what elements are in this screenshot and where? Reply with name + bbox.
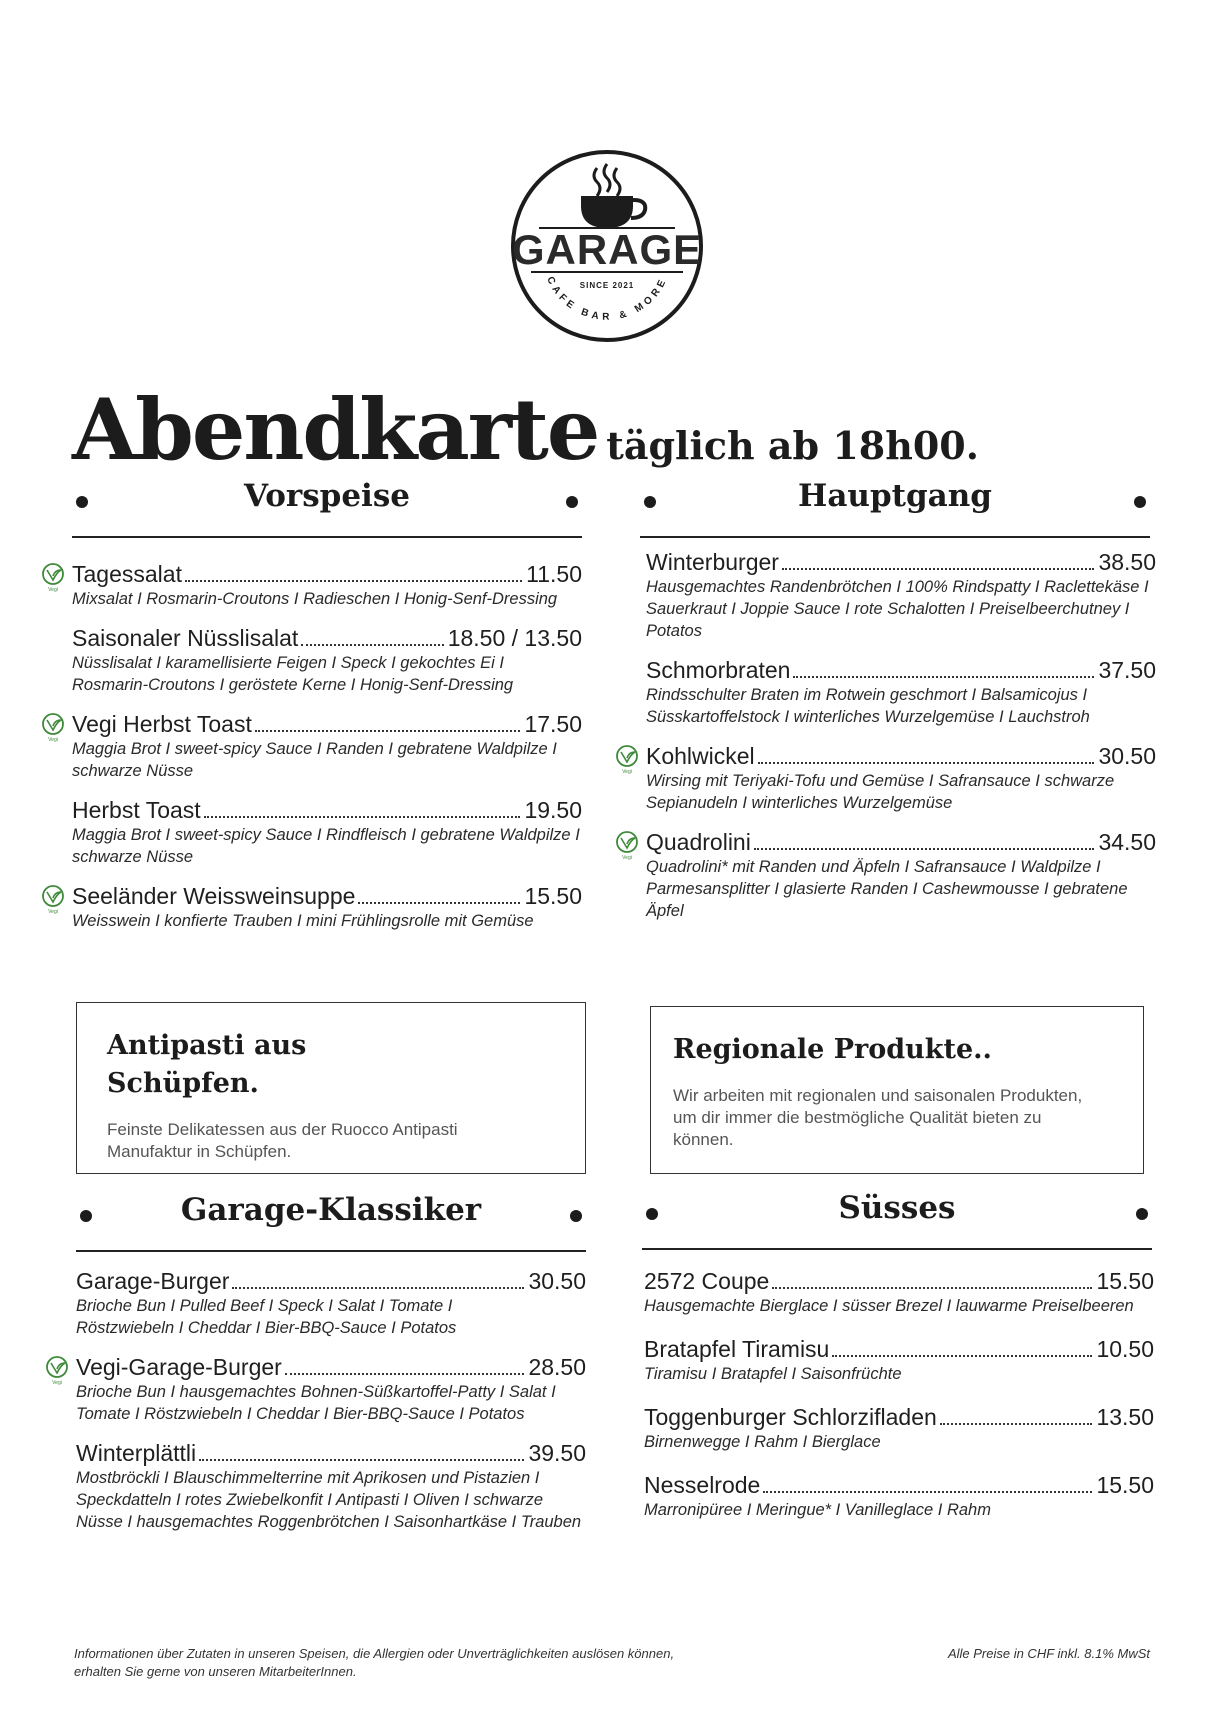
menu-item: [646, 548, 1156, 642]
item-name: Schmorbraten: [646, 657, 791, 683]
info-box-antipasti: [76, 1002, 586, 1174]
menu-item: [644, 1335, 1154, 1385]
item-description: Quadrolini* mit Randen und Äpfeln I Safransauce I Waldpilze I Parmesansplitter I glasierte Randen I Cashewmousse I gebratene Äpfel: [646, 858, 1128, 920]
menu-item: [48, 710, 582, 782]
item-description: Nüsslisalat I karamellisierte Feigen I Speck I gekochtes Ei I Rosmarin-Croutons I geröstete Kerne I Honig-Senf-Dressing: [72, 654, 514, 694]
title-main: Abendkarte: [72, 380, 599, 479]
item-price: 30.50: [1098, 743, 1156, 769]
item-name: Tagessalat: [72, 561, 182, 587]
logo-tagline: CAFE BAR & MORE: [544, 274, 670, 323]
menu-item: [76, 1439, 586, 1533]
garage-logo: [509, 148, 705, 344]
box-title: Antipasti aus Schüpfen.: [107, 1030, 307, 1099]
item-price: 13.50: [1096, 1404, 1154, 1430]
vegi-leaf-icon: [614, 830, 640, 860]
menu-item: [76, 1267, 586, 1339]
bullet-icon: [1136, 1208, 1148, 1220]
menu-item: [72, 624, 582, 696]
item-description: Brioche Bun I hausgemachtes Bohnen-Süßkartoffel-Patty I Salat I Tomate I Röstzwiebeln I Cheddar I Bier-BBQ-Sauce I Potatos: [76, 1383, 556, 1423]
section-title: Süsses: [838, 1190, 956, 1226]
menu-item: [646, 656, 1156, 728]
item-price: 10.50: [1096, 1336, 1154, 1362]
page-title: [72, 380, 979, 479]
item-name: Herbst Toast: [72, 797, 201, 823]
box-text: Feinste Delikatessen aus der Ruocco Antipasti Manufaktur in Schüpfen.: [107, 1120, 458, 1161]
section-title: Hauptgang: [798, 478, 992, 514]
menu-item: [48, 560, 582, 610]
item-price: 15.50: [524, 883, 582, 909]
item-description: Mostbröckli I Blauschimmelterrine mit Aprikosen und Pistazien I Speckdatteln I rotes Zwiebelkonfit I Antipasti I Oliven I schwarze Nüsse I hausgemachtes Roggenbrötchen I Saisonhartkäse I Trauben: [76, 1469, 582, 1531]
item-description: Wirsing mit Teriyaki-Tofu und Gemüse I Safransauce I schwarze Sepianudeln I winterliches Wurzelgemüse: [646, 772, 1115, 812]
item-description: Tiramisu I Bratapfel I Saisonfrüchte: [644, 1365, 902, 1383]
item-description: Hausgemachte Bierglace I süsser Brezel I lauwarme Preiselbeeren: [644, 1297, 1134, 1315]
item-price: 11.50: [526, 561, 582, 587]
allergy-note: Informationen über Zutaten in unseren Speisen, die Allergien oder Unverträglichkeiten auslösen können, erhalten Sie gerne von unseren MitarbeiterInnen.: [74, 1646, 675, 1679]
item-name: Vegi Herbst Toast: [72, 711, 252, 737]
vorspeise-list: [48, 560, 582, 946]
item-description: Birnenwegge I Rahm I Bierglace: [644, 1433, 881, 1451]
item-price: 18.50 / 13.50: [447, 625, 582, 651]
item-description: Rindsschulter Braten im Rotwein geschmort I Balsamicojus I Süsskartoffelstock I winterliches Wurzelgemüse I Lauchstroh: [646, 686, 1090, 726]
box-text: Wir arbeiten mit regionalen und saisonalen Produkten, um dir immer die bestmögliche Qualität bieten zu können.: [673, 1086, 1083, 1149]
item-price: 15.50: [1096, 1472, 1154, 1498]
section-header-klassiker: [76, 1190, 586, 1252]
item-description: Marronipüree I Meringue* I Vanilleglace I Rahm: [644, 1501, 991, 1519]
logo-wordmark: GARAGE: [511, 226, 703, 273]
vegi-leaf-icon: [40, 562, 66, 592]
item-price: 30.50: [528, 1268, 586, 1294]
svg-text:Vegi: Vegi: [622, 855, 632, 860]
svg-text:Vegi: Vegi: [622, 769, 632, 774]
item-price: 34.50: [1098, 829, 1156, 855]
item-description: Brioche Bun I Pulled Beef I Speck I Salat I Tomate I Röstzwiebeln I Cheddar I Bier-BBQ-Sauce I Potatos: [76, 1297, 457, 1337]
menu-item: [644, 1403, 1154, 1453]
section-header-hauptgang: [640, 476, 1150, 538]
item-price: 39.50: [528, 1440, 586, 1466]
menu-item: [622, 828, 1156, 922]
bullet-icon: [570, 1210, 582, 1222]
item-name: Kohlwickel: [646, 743, 755, 769]
klassiker-list: [52, 1267, 586, 1547]
item-name: Nesselrode: [644, 1472, 761, 1498]
item-name: Vegi-Garage-Burger: [76, 1354, 282, 1380]
title-sub: täglich ab 18h00.: [606, 423, 979, 468]
hauptgang-list: [622, 548, 1156, 936]
section-header-suesses: [642, 1188, 1152, 1250]
item-price: 28.50: [528, 1354, 586, 1380]
item-description: Weisswein I konfierte Trauben I mini Frühlingsrolle mit Gemüse: [72, 912, 534, 930]
svg-text:Vegi: Vegi: [48, 909, 58, 914]
info-box-regional: [650, 1006, 1144, 1174]
vegi-leaf-icon: [44, 1355, 70, 1385]
item-price: 37.50: [1098, 657, 1156, 683]
item-name: Winterburger: [646, 549, 779, 575]
item-price: 17.50: [524, 711, 582, 737]
item-name: Winterplättli: [76, 1440, 197, 1466]
item-price: 15.50: [1096, 1268, 1154, 1294]
item-name: Seeländer Weissweinsuppe: [72, 883, 356, 909]
item-description: Mixsalat I Rosmarin-Croutons I Radieschen I Honig-Senf-Dressing: [72, 590, 558, 608]
menu-item: [48, 882, 582, 932]
vegi-leaf-icon: [40, 712, 66, 742]
suesses-list: [644, 1267, 1154, 1535]
section-title: Vorspeise: [243, 478, 411, 514]
coffee-cup-logo-icon: [509, 148, 705, 344]
vegi-leaf-icon: [40, 884, 66, 914]
bullet-icon: [566, 496, 578, 508]
item-price: 19.50: [524, 797, 582, 823]
item-description: Hausgemachtes Randenbrötchen I 100% Rindspatty I Raclettekäse I Sauerkraut I Joppie Sauce I rote Schalotten I Preiselbeerchutney I Potatos: [646, 578, 1149, 640]
item-description: Maggia Brot I sweet-spicy Sauce I Rindfleisch I gebratene Waldpilze I schwarze Nüsse: [72, 826, 580, 866]
item-name: Bratapfel Tiramisu: [644, 1336, 830, 1362]
box-title: Regionale Produkte..: [673, 1034, 992, 1065]
svg-text:Vegi: Vegi: [52, 1380, 62, 1385]
svg-text:Vegi: Vegi: [48, 587, 58, 592]
menu-item: [52, 1353, 586, 1425]
item-name: Toggenburger Schlorzifladen: [644, 1404, 937, 1430]
logo-since: SINCE 2021: [579, 281, 635, 290]
item-name: 2572 Coupe: [644, 1268, 770, 1294]
menu-item: [644, 1267, 1154, 1317]
item-name: Saisonaler Nüsslisalat: [72, 625, 299, 651]
svg-text:Vegi: Vegi: [48, 737, 58, 742]
item-name: Garage-Burger: [76, 1268, 230, 1294]
section-title: Garage-Klassiker: [180, 1192, 482, 1228]
item-description: Maggia Brot I sweet-spicy Sauce I Randen I gebratene Waldpilze I schwarze Nüsse: [72, 740, 557, 780]
menu-item: [72, 796, 582, 868]
vegi-leaf-icon: [614, 744, 640, 774]
section-header-vorspeise: [72, 476, 582, 538]
item-price: 38.50: [1098, 549, 1156, 575]
item-name: Quadrolini: [646, 829, 751, 855]
bullet-icon: [1134, 496, 1146, 508]
menu-item: [622, 742, 1156, 814]
price-note: Alle Preise in CHF inkl. 8.1% MwSt: [947, 1646, 1150, 1661]
menu-item: [644, 1471, 1154, 1521]
